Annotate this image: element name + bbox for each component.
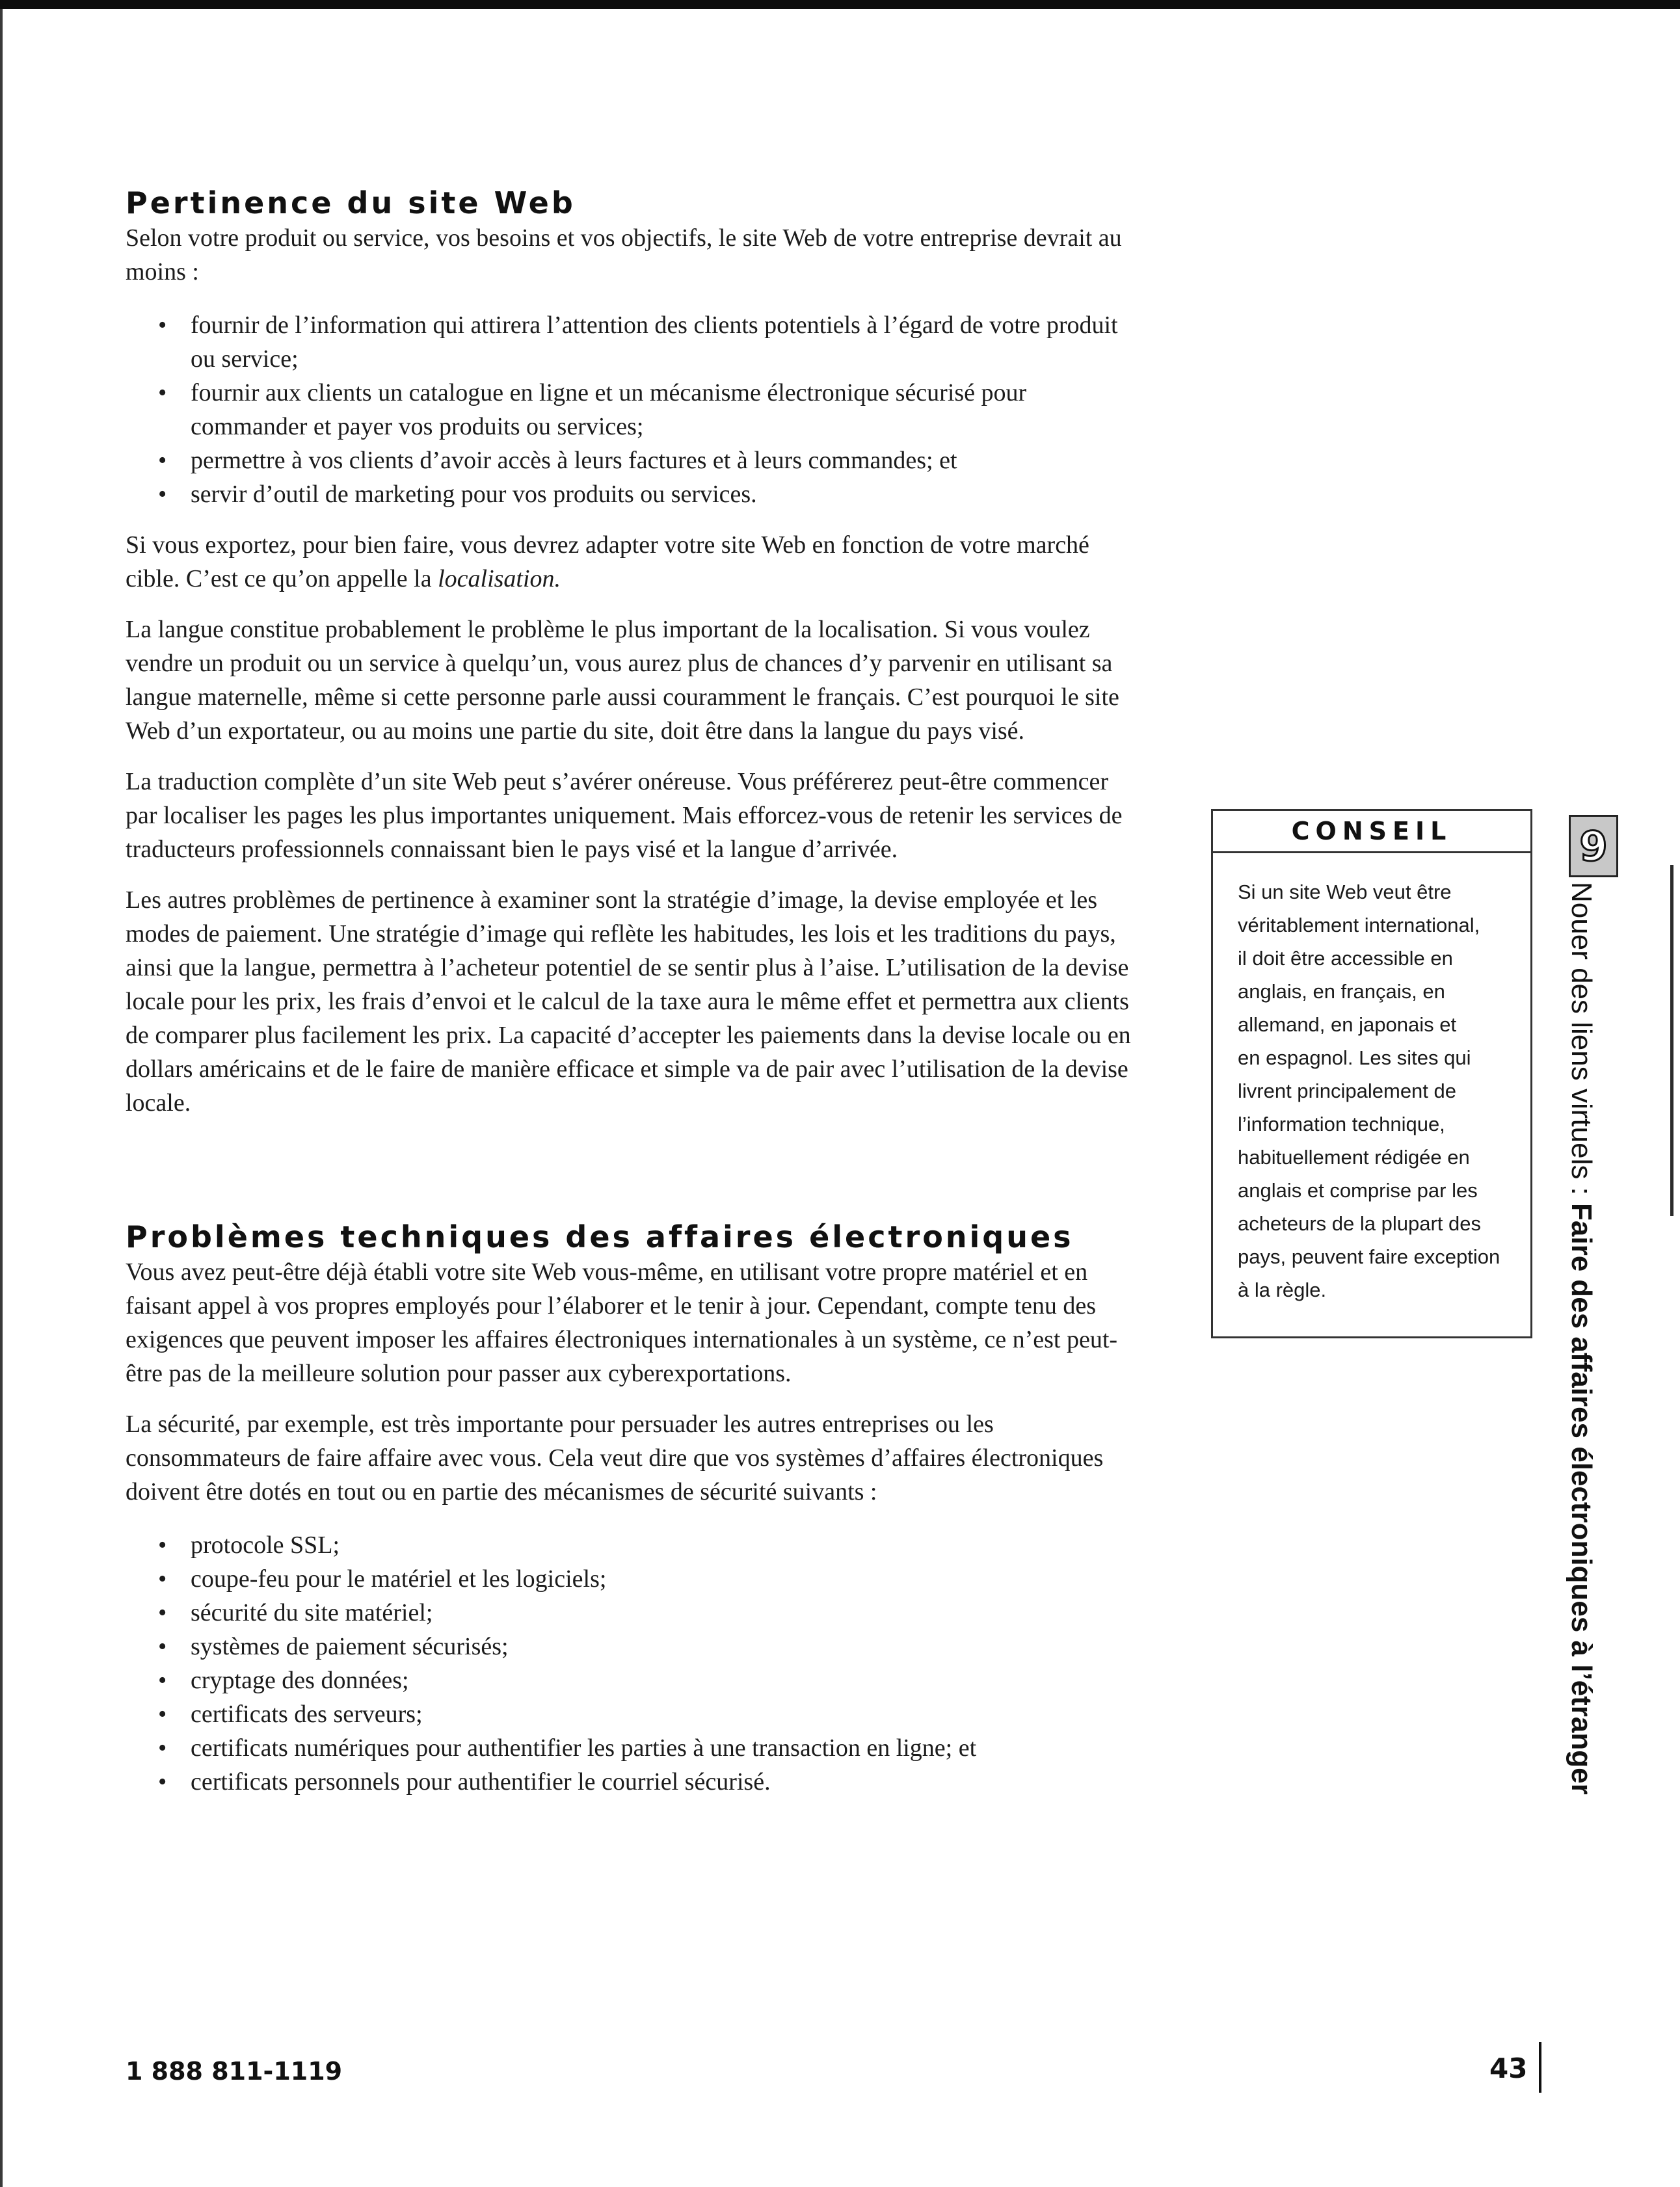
conseil-title: CONSEIL	[1213, 811, 1530, 853]
currency-paragraph: Les autres problèmes de pertinence à examiner sont la stratégie d’image, la devise employée et les modes de paiement. Une stratégie d’image qui reflète les habitudes, les lois et les traditions du pays, ainsi que la langue, permettra à l’acheteur potentiel de se sentir plus à l’aise. L’utilisation de la devise locale pour les prix, les frais d’envoi et le calcul de la taxe aura le même effet et permettra aux clients de comparer plus facilement les prix. La capacité d’accepter les paiements dans la devise locale ou en dollars américains et de le faire de manière efficace et simple va de pair avec l’utilisation de la devise locale.	[126, 886, 1131, 1117]
conseil-line: Si un site Web veut être	[1238, 881, 1452, 903]
objectives-list	[126, 308, 1140, 511]
conseil-line: en espagnol. Les sites qui	[1238, 1046, 1471, 1069]
conseil-line: acheteurs de la plupart des	[1238, 1212, 1481, 1235]
section-problemes-techniques	[126, 1219, 1140, 1799]
localisation-paragraph	[126, 528, 1140, 596]
list-item: • cryptage des données;	[126, 1663, 1140, 1697]
chapter-tab	[1569, 815, 1618, 877]
conseil-line: pays, peuvent faire exception	[1238, 1245, 1500, 1268]
section-title: Pertinence du site Web	[126, 185, 576, 220]
translation-paragraph: La traduction complète d’un site Web peut s’avérer onéreuse. Vous préférerez peut-être commencer par localiser les pages les plus importantes uniquement. Mais efforcez-vous de retenir les services de traducteurs professionnels connaissant bien le pays visé et la langue d’arrivée.	[126, 768, 1123, 863]
list-item: • systèmes de paiement sécurisés;	[126, 1630, 1140, 1663]
conseil-line: anglais, en français, en	[1238, 980, 1445, 1003]
running-title-bold: Faire des affaires électroniques à l’étranger	[1566, 1203, 1597, 1795]
chapter-number: 9	[1579, 822, 1608, 870]
conseil-line: il doit être accessible en	[1238, 947, 1453, 970]
scan-left-edge	[0, 9, 3, 2187]
conseil-line: livrent principalement de	[1238, 1080, 1457, 1102]
security-list	[126, 1528, 1140, 1799]
main-column	[126, 185, 1140, 1816]
section-pertinence	[126, 185, 1140, 1120]
conseil-line: habituellement rédigée en	[1238, 1146, 1470, 1169]
conseil-text	[1213, 853, 1530, 1306]
localisation-term: localisation.	[438, 565, 561, 592]
security-paragraph: La sécurité, par exemple, est très importante pour persuader les autres entreprises ou les consommateurs de faire affaire avec vous. Cela veut dire que vos systèmes d’affaires électroniques doivent être dotés en tout ou en partie des mécanismes de sécurité suivants :	[126, 1411, 1104, 1505]
intro-paragraph: Selon votre produit ou service, vos besoins et vos objectifs, le site Web de votre entreprise devrait au moins :	[126, 224, 1122, 285]
running-title-part: Nouer des liens virtuels :	[1566, 882, 1597, 1203]
list-item: • fournir aux clients un catalogue en ligne et un mécanisme électronique sécurisé pour commander et payer vos produits ou services;	[126, 376, 1140, 444]
page-number-rule	[1539, 2042, 1541, 2093]
list-item: • certificats numériques pour authentifier les parties à une transaction en ligne; et	[126, 1731, 1140, 1765]
conseil-line: anglais et comprise par les	[1238, 1179, 1478, 1202]
paragraph-text: Si vous exportez, pour bien faire, vous devrez adapter votre site Web en fonction de votre marché cible. C’est ce qu’on appelle la	[126, 531, 1089, 592]
conseil-line: à la règle.	[1238, 1279, 1327, 1301]
list-item: • protocole SSL;	[126, 1528, 1140, 1562]
chapter-running-title	[1552, 882, 1610, 1831]
conseil-line: l’information technique,	[1238, 1113, 1445, 1135]
scan-right-edge	[1670, 865, 1673, 1216]
list-item: • sécurité du site matériel;	[126, 1596, 1140, 1630]
conseil-line: allemand, en japonais et	[1238, 1013, 1457, 1036]
conseil-line: véritablement international,	[1238, 914, 1480, 936]
list-item: • permettre à vos clients d’avoir accès à leurs factures et à leurs commandes; et	[126, 444, 1140, 477]
conseil-box	[1211, 809, 1532, 1338]
footer-phone: 1 888 811-1119	[126, 2057, 343, 2086]
scan-top-border	[0, 0, 1680, 9]
section-title: Problèmes techniques des affaires électroniques	[126, 1219, 1074, 1254]
list-item: • certificats des serveurs;	[126, 1697, 1140, 1731]
list-item: • servir d’outil de marketing pour vos produits ou services.	[126, 477, 1140, 511]
list-item: • coupe-feu pour le matériel et les logiciels;	[126, 1562, 1140, 1596]
list-item: • certificats personnels pour authentifier le courriel sécurisé.	[126, 1765, 1140, 1799]
infrastructure-paragraph: Vous avez peut-être déjà établi votre site Web vous-même, en utilisant votre propre matériel et en faisant appel à vos propres employés pour l’élaborer et le tenir à jour. Cependant, compte tenu des exigences que peuvent imposer les affaires électroniques internationales à un système, ce n’est peut-être pas de la meilleure solution pour passer aux cyberexportations.	[126, 1258, 1118, 1387]
language-paragraph: La langue constitue probablement le problème le plus important de la localisation. Si vous voulez vendre un produit ou un service à quelqu’un, vous aurez plus de chances d’y parvenir en utilisant sa langue maternelle, même si cette personne parle aussi couramment le français. C’est pourquoi le site Web d’un exportateur, ou au moins une partie du site, doit être dans la langue du pays visé.	[126, 616, 1119, 745]
list-item: • fournir de l’information qui attirera l’attention des clients potentiels à l’égard de votre produit ou service;	[126, 308, 1140, 376]
page-number: 43	[1489, 2052, 1528, 2084]
